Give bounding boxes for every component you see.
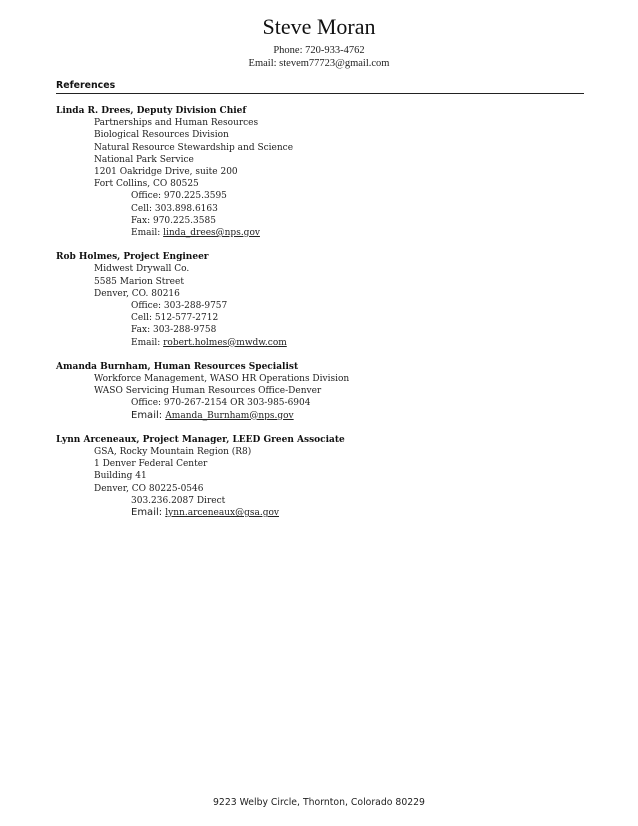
references-list <box>56 105 596 531</box>
reference-phone: Office: 970-267-2154 OR 303-985-6904 <box>131 398 311 409</box>
reference-address-line: 1 Denver Federal Center <box>94 459 208 470</box>
reference-address-line: Building 41 <box>94 471 147 482</box>
references-section <box>56 80 584 94</box>
reference-fax: Fax: 303-288-9758 <box>131 325 217 336</box>
reference-name: Lynn Arceneaux, Project Manager, LEED Green Associate <box>56 434 345 445</box>
reference-address-line: Natural Resource Stewardship and Science <box>94 142 294 153</box>
reference-email-link[interactable]: Amanda_Burnham@nps.gov <box>165 410 294 421</box>
reference-email-link[interactable]: lynn.arceneaux@gsa.gov <box>165 508 279 519</box>
applicant-phone: Phone: 720-933-4762 <box>273 45 365 56</box>
reference-email-row <box>56 337 596 349</box>
email-label: Email: <box>131 409 166 421</box>
applicant-name: Steve Moran <box>262 14 376 39</box>
reference-email-link[interactable]: linda_drees@nps.gov <box>163 228 260 239</box>
reference-address-line: National Park Service <box>94 154 194 165</box>
reference-address-line: GSA, Rocky Mountain Region (R8) <box>94 447 252 458</box>
reference-name: Amanda Burnham, Human Resources Specialist <box>56 361 299 372</box>
email-label: Email: <box>131 507 166 519</box>
footer-address: 9223 Welby Circle, Thornton, Colorado 80229 <box>213 797 425 808</box>
resume-header <box>0 14 638 70</box>
reference-phone: Office: 970.225.3595 <box>131 191 227 202</box>
applicant-email: Email: stevem77723@gmail.com <box>248 58 390 69</box>
reference-address-line: Workforce Management, WASO HR Operations Division <box>94 374 350 385</box>
email-label: Email: <box>131 337 164 348</box>
reference-phone: Cell: 512-577-2712 <box>131 313 219 324</box>
email-label: Email: <box>131 228 164 239</box>
reference-fax: Fax: 970.225.3585 <box>131 215 216 226</box>
reference-email-link[interactable]: robert.holmes@mwdw.com <box>163 337 287 348</box>
reference-phone: Cell: 303.898.6163 <box>131 203 218 214</box>
reference-email-row <box>56 507 596 519</box>
reference-address-line: 1201 Oakridge Drive, suite 200 <box>94 167 238 178</box>
reference-address-line: Denver, CO. 80216 <box>94 288 180 299</box>
reference-email-row <box>56 410 596 422</box>
reference-address-line: Midwest Drywall Co. <box>94 264 190 275</box>
section-title: References <box>56 80 584 94</box>
reference-item <box>56 105 596 239</box>
reference-address-line: WASO Servicing Human Resources Office-Denver <box>94 386 322 397</box>
reference-address-line: Partnerships and Human Resources <box>94 118 259 129</box>
reference-phone: 303.236.2087 Direct <box>131 495 226 506</box>
reference-address-line: Biological Resources Division <box>94 130 229 141</box>
reference-item <box>56 434 596 519</box>
reference-address-line: 5585 Marion Street <box>94 276 184 287</box>
reference-item <box>56 361 596 422</box>
reference-name: Rob Holmes, Project Engineer <box>56 252 209 263</box>
reference-address-line: Denver, CO 80225-0546 <box>94 483 204 494</box>
reference-email-row <box>56 227 596 239</box>
reference-address-line: Fort Collins, CO 80525 <box>94 179 199 190</box>
reference-item <box>56 251 596 349</box>
reference-phone: Office: 303-288-9757 <box>131 301 228 312</box>
reference-name: Linda R. Drees, Deputy Division Chief <box>56 106 247 116</box>
